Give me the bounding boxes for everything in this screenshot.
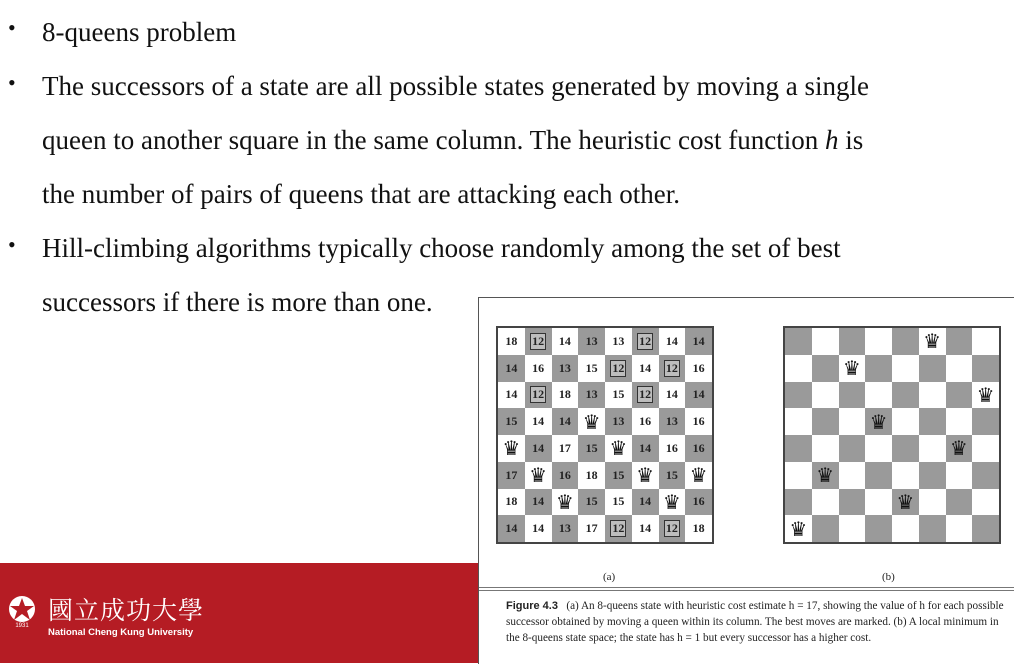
board-square — [919, 489, 946, 516]
university-footer — [0, 563, 478, 663]
board-square — [785, 382, 812, 409]
board-square — [892, 328, 919, 355]
queen-icon: ♛ — [659, 489, 686, 516]
board-square — [839, 382, 866, 409]
cost-cell: 14 — [632, 355, 659, 382]
cost-cell: 15 — [498, 408, 525, 435]
board-square — [892, 408, 919, 435]
board-square — [946, 328, 973, 355]
figure-label-b: (b) — [882, 571, 895, 583]
best-move-cost-cell: 12 — [605, 355, 632, 382]
queen-icon: ♛ — [632, 462, 659, 489]
best-move-cost-cell: 12 — [632, 328, 659, 355]
board-square — [972, 355, 999, 382]
board-square — [812, 489, 839, 516]
queen-icon: ♛ — [812, 462, 839, 489]
board-square — [919, 408, 946, 435]
university-name-english: National Cheng Kung University — [48, 627, 194, 638]
board-square — [839, 462, 866, 489]
board-square — [839, 408, 866, 435]
cost-cell: 16 — [685, 489, 712, 516]
queen-icon: ♛ — [498, 435, 525, 462]
cost-cell: 14 — [659, 328, 686, 355]
cost-cell: 13 — [659, 408, 686, 435]
board-square — [865, 355, 892, 382]
cost-cell: 13 — [605, 328, 632, 355]
cost-cell: 15 — [605, 462, 632, 489]
cost-cell: 13 — [552, 515, 579, 542]
cost-cell: 15 — [659, 462, 686, 489]
bullet-2-marker: • — [8, 70, 16, 95]
bullet-3-marker: • — [8, 232, 16, 257]
bullet-2-line-3: the number of pairs of queens that are attacking each other. — [42, 179, 680, 209]
queen-icon: ♛ — [839, 355, 866, 382]
board-square — [865, 382, 892, 409]
board-square — [812, 355, 839, 382]
queen-icon: ♛ — [865, 408, 892, 435]
board-square — [785, 408, 812, 435]
queen-icon: ♛ — [552, 489, 579, 516]
best-move-cost-cell: 12 — [525, 328, 552, 355]
best-move-cost-cell: 12 — [659, 355, 686, 382]
bullet-1-text: 8-queens problem — [42, 17, 237, 47]
cost-cell: 16 — [685, 355, 712, 382]
cost-cell: 15 — [578, 355, 605, 382]
board-square — [785, 328, 812, 355]
cost-cell: 14 — [525, 408, 552, 435]
cost-cell: 16 — [685, 435, 712, 462]
queen-icon: ♛ — [578, 408, 605, 435]
board-square — [972, 408, 999, 435]
cost-cell: 13 — [578, 382, 605, 409]
queen-icon: ♛ — [892, 489, 919, 516]
board-square — [919, 435, 946, 462]
cost-cell: 14 — [552, 408, 579, 435]
cost-cell: 18 — [578, 462, 605, 489]
board-square — [892, 435, 919, 462]
board-square — [946, 355, 973, 382]
cost-cell: 14 — [498, 515, 525, 542]
board-square — [785, 355, 812, 382]
cost-cell: 14 — [685, 382, 712, 409]
board-square — [865, 515, 892, 542]
board-square — [946, 408, 973, 435]
cost-cell: 16 — [632, 408, 659, 435]
board-square — [812, 435, 839, 462]
board-square — [812, 382, 839, 409]
board-b-local-minimum — [783, 326, 1001, 544]
board-square — [946, 489, 973, 516]
board-square — [892, 462, 919, 489]
board-square — [919, 462, 946, 489]
cost-cell: 14 — [552, 328, 579, 355]
board-square — [839, 435, 866, 462]
bullet-2-line-2: queen to another square in the same column. The heuristic cost function h is — [42, 125, 864, 155]
board-square — [839, 515, 866, 542]
figure-caption: Figure 4.3 (a) An 8-queens state with heuristic cost estimate h = 17, showing the value of h for each possible successor obtained by moving a queen within its column. The best moves are marked. (b) A local minimum in the 8-queens state space; the state has h = 1 but every successor has a higher cost. — [506, 600, 1004, 644]
university-logo-icon — [4, 593, 40, 629]
board-square — [839, 489, 866, 516]
cost-cell: 14 — [498, 382, 525, 409]
queen-icon: ♛ — [919, 328, 946, 355]
cost-cell: 14 — [632, 515, 659, 542]
board-square — [972, 462, 999, 489]
board-a-heuristic-grid — [496, 326, 714, 544]
cost-cell: 14 — [498, 355, 525, 382]
cost-cell: 16 — [685, 408, 712, 435]
board-square — [865, 328, 892, 355]
board-square — [785, 435, 812, 462]
queen-icon: ♛ — [605, 435, 632, 462]
board-square — [972, 328, 999, 355]
board-square — [785, 489, 812, 516]
cost-cell: 13 — [552, 355, 579, 382]
best-move-cost-cell: 12 — [525, 382, 552, 409]
best-move-cost-cell: 12 — [632, 382, 659, 409]
cost-cell: 15 — [578, 489, 605, 516]
queen-icon: ♛ — [525, 462, 552, 489]
cost-cell: 13 — [605, 408, 632, 435]
board-square — [892, 382, 919, 409]
queen-icon: ♛ — [785, 515, 812, 542]
board-square — [812, 328, 839, 355]
caption-divider-top — [479, 587, 1014, 588]
cost-cell: 18 — [552, 382, 579, 409]
best-move-cost-cell: 12 — [659, 515, 686, 542]
cost-cell: 14 — [632, 489, 659, 516]
board-square — [785, 462, 812, 489]
best-move-cost-cell: 12 — [605, 515, 632, 542]
board-square — [865, 462, 892, 489]
cost-cell: 17 — [578, 515, 605, 542]
bullet-3-line-1: Hill-climbing algorithms typically choose randomly among the set of best — [42, 233, 841, 263]
cost-cell: 15 — [605, 489, 632, 516]
cost-cell: 16 — [552, 462, 579, 489]
cost-cell: 17 — [498, 462, 525, 489]
cost-cell: 15 — [605, 382, 632, 409]
bullet-2-line-1: The successors of a state are all possible states generated by moving a single — [42, 71, 869, 101]
board-square — [865, 489, 892, 516]
figure-4-3 — [478, 297, 1014, 664]
board-square — [946, 515, 973, 542]
cost-cell: 14 — [525, 515, 552, 542]
university-name-chinese: 國立成功大學 — [48, 596, 205, 625]
bullet-3-line-2: successors if there is more than one. — [42, 287, 433, 317]
board-square — [892, 515, 919, 542]
board-square — [946, 462, 973, 489]
queen-icon: ♛ — [946, 435, 973, 462]
board-square — [919, 515, 946, 542]
cost-cell: 14 — [632, 435, 659, 462]
board-square — [946, 382, 973, 409]
figure-label-a: (a) — [603, 571, 616, 583]
board-square — [812, 408, 839, 435]
board-square — [892, 355, 919, 382]
board-square — [972, 435, 999, 462]
queen-icon: ♛ — [685, 462, 712, 489]
cost-cell: 16 — [659, 435, 686, 462]
caption-divider-bottom — [479, 590, 1014, 591]
board-square — [972, 489, 999, 516]
board-square — [839, 328, 866, 355]
cost-cell: 16 — [525, 355, 552, 382]
board-square — [919, 355, 946, 382]
svg-text:1931: 1931 — [15, 623, 29, 629]
cost-cell: 14 — [525, 435, 552, 462]
cost-cell: 15 — [578, 435, 605, 462]
cost-cell: 18 — [498, 328, 525, 355]
cost-cell: 14 — [525, 489, 552, 516]
cost-cell: 13 — [578, 328, 605, 355]
board-square — [865, 435, 892, 462]
cost-cell: 18 — [685, 515, 712, 542]
queen-icon: ♛ — [972, 382, 999, 409]
cost-cell: 17 — [552, 435, 579, 462]
board-square — [972, 515, 999, 542]
cost-cell: 14 — [685, 328, 712, 355]
board-square — [919, 382, 946, 409]
bullet-1-marker: • — [8, 15, 16, 40]
cost-cell: 14 — [659, 382, 686, 409]
cost-cell: 18 — [498, 489, 525, 516]
board-square — [812, 515, 839, 542]
